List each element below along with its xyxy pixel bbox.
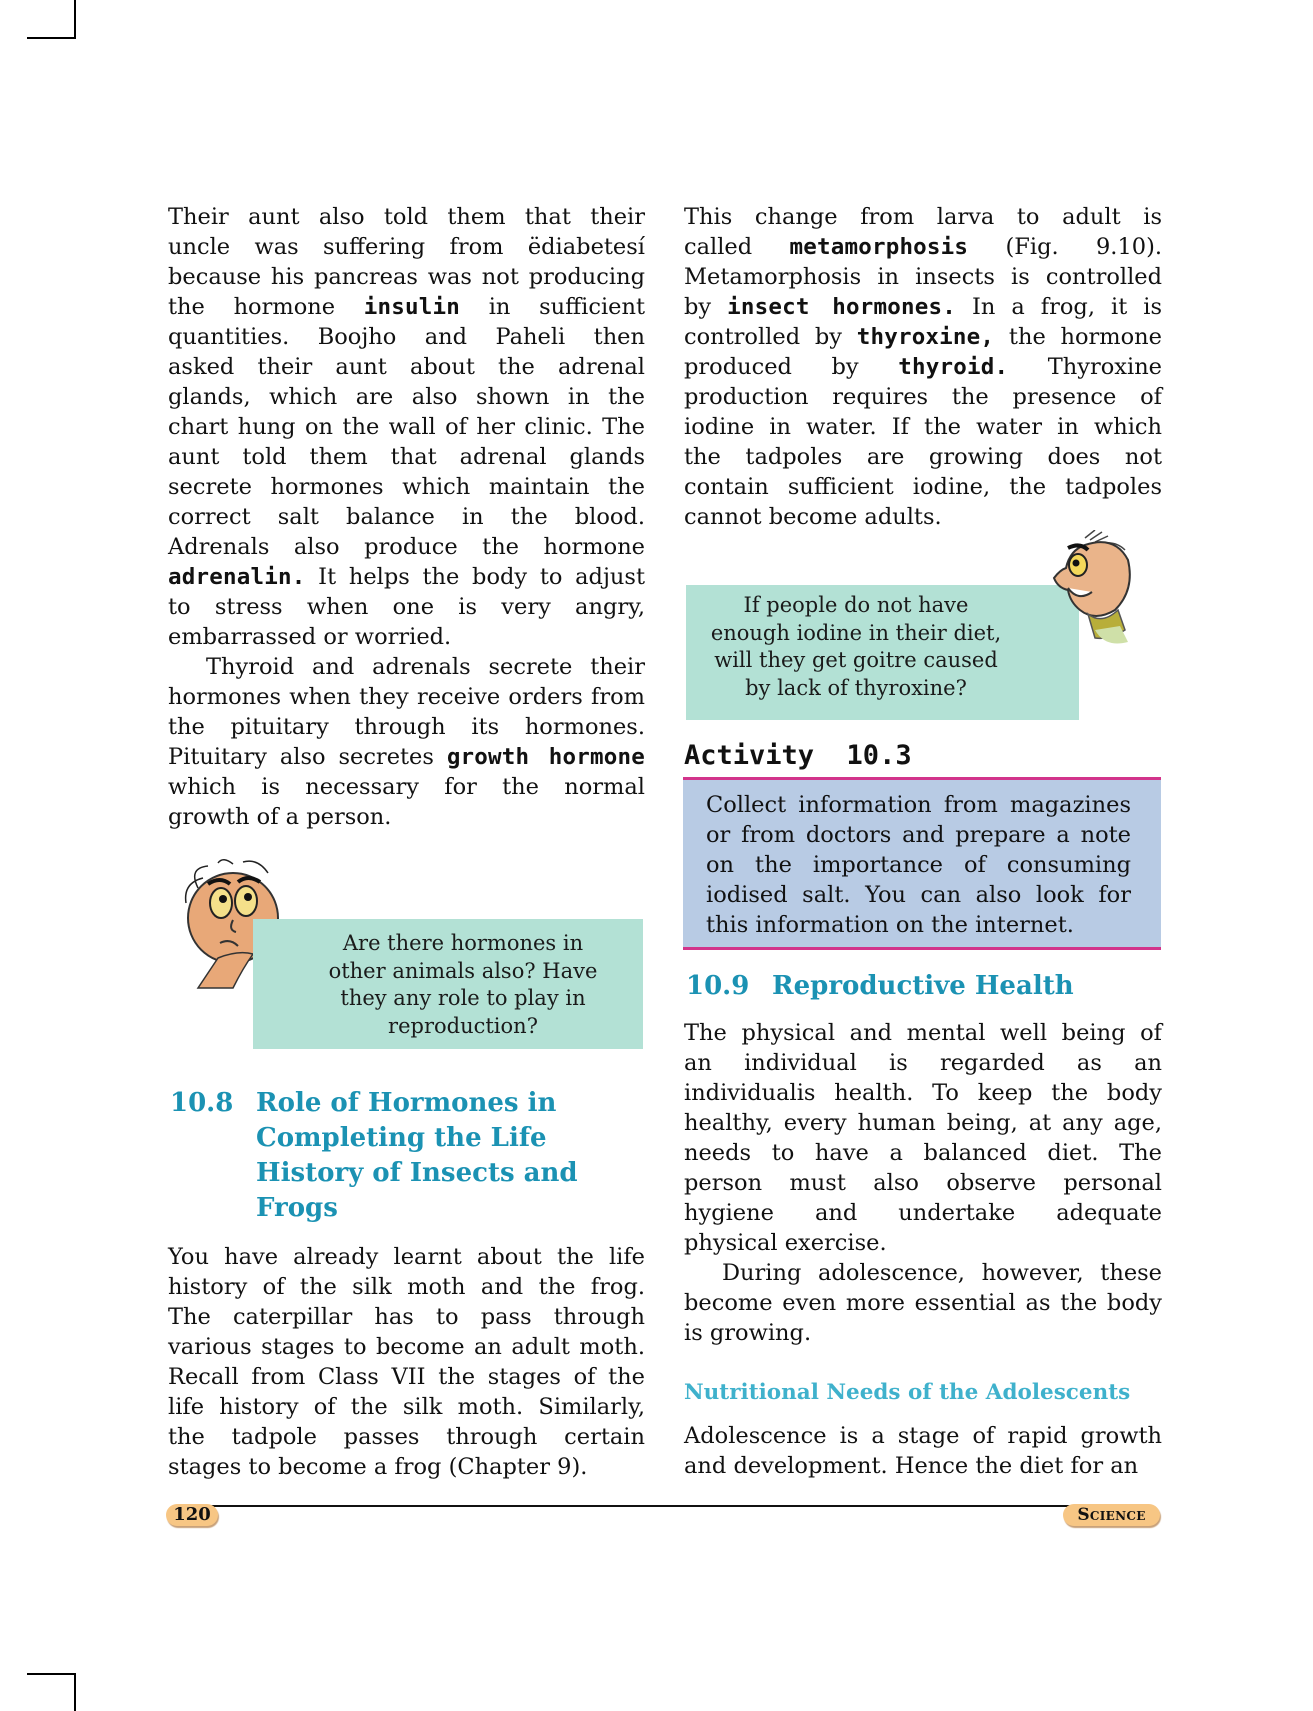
text-line: because his pancreas was not producing bbox=[168, 264, 645, 290]
section-heading-10-9 bbox=[686, 969, 1166, 1005]
subheading-nutritional-needs: Nutritional Needs of the Adolescents bbox=[684, 1380, 1131, 1405]
page-number-badge: 120 bbox=[166, 1504, 218, 1526]
paragraph-adolescence bbox=[684, 1258, 1162, 1348]
paragraph-diabetes-adrenal bbox=[168, 202, 645, 652]
callout-line: If people do not have bbox=[743, 593, 969, 617]
text-line: various stages to become an adult moth. bbox=[168, 1334, 645, 1360]
text-line: on the importance of consuming bbox=[706, 852, 1131, 878]
text-line: the tadpole passes through certain bbox=[168, 1424, 645, 1450]
bold-term: insulin bbox=[363, 294, 461, 320]
text-line: the pituitary through its hormones. bbox=[168, 714, 645, 740]
text-line: the hormone insulin in sufficient bbox=[168, 294, 646, 320]
text-line: growth of a person. bbox=[168, 804, 392, 830]
text-line: Collect information from magazines bbox=[706, 792, 1131, 818]
text-line: This change from larva to adult is bbox=[684, 204, 1162, 230]
text-line: aunt told them that adrenal glands bbox=[168, 444, 645, 470]
text-line: become even more essential as the body bbox=[684, 1290, 1162, 1316]
callout-line: other animals also? Have bbox=[328, 958, 598, 983]
section-title: Reproductive Health bbox=[772, 971, 1074, 1001]
section-number: 10.8 bbox=[170, 1088, 234, 1118]
bold-term: growth hormone bbox=[446, 744, 645, 770]
text-line: Pituitary also secretes growth hormone bbox=[168, 744, 645, 770]
section-title-line: History of Insects and bbox=[256, 1158, 578, 1188]
text-line: secrete hormones which maintain the bbox=[168, 474, 645, 500]
text-line: called metamorphosis (Fig. 9.10). bbox=[684, 234, 1162, 260]
footer-rule bbox=[210, 1505, 1070, 1507]
callout-line: enough iodine in their diet, bbox=[710, 620, 1002, 645]
activity-title: Activity 10.3 bbox=[684, 740, 912, 771]
text-line: an individual is regarded as an bbox=[684, 1050, 1162, 1076]
text-line: Recall from Class VII the stages of the bbox=[168, 1364, 645, 1390]
subject-badge: Science bbox=[1063, 1504, 1160, 1526]
paragraph-nutrition bbox=[684, 1421, 1162, 1481]
text-line: hygiene and undertake adequate bbox=[684, 1200, 1162, 1226]
text-line: asked their aunt about the adrenal bbox=[168, 354, 645, 380]
paragraph-reproductive-health bbox=[684, 1018, 1162, 1258]
text-line: Adolescence is a stage of rapid growth bbox=[684, 1423, 1162, 1449]
activity-text bbox=[706, 790, 1131, 940]
text-line: person must also observe personal bbox=[684, 1170, 1162, 1196]
text-line: The physical and mental well being of bbox=[684, 1020, 1162, 1046]
text-line: the tadpoles are growing does not bbox=[684, 444, 1162, 470]
text-line: hormones when they receive orders from bbox=[168, 684, 645, 710]
text-line: You have already learnt about the life bbox=[168, 1244, 645, 1270]
callout-line: they any role to play in bbox=[340, 986, 586, 1010]
text-line: embarrassed or worried. bbox=[168, 624, 452, 650]
question-callout-hormones-animals bbox=[253, 919, 643, 1049]
callout-line: will they get goitre caused bbox=[714, 648, 998, 672]
text-line: Thyroid and adrenals secrete their bbox=[206, 654, 645, 680]
text-line: adrenalin. It helps the body to adjust bbox=[168, 564, 645, 590]
text-line: produced by thyroid. Thyroxine bbox=[684, 354, 1162, 380]
text-line: this information on the internet. bbox=[706, 912, 1074, 938]
right-column bbox=[684, 202, 1162, 532]
section-title-line: Completing the Life bbox=[256, 1123, 547, 1153]
paragraph-metamorphosis bbox=[684, 202, 1162, 532]
activity-box bbox=[683, 777, 1161, 950]
text-line: glands, which are also shown in the bbox=[168, 384, 645, 410]
crop-mark-top-left-h bbox=[27, 37, 76, 39]
section-number: 10.9 bbox=[686, 971, 750, 1001]
callout-line: reproduction? bbox=[388, 1013, 538, 1038]
text-line: iodine in water. If the water in which bbox=[684, 414, 1162, 440]
bold-term: adrenalin. bbox=[168, 564, 306, 590]
text-line: During adolescence, however, these bbox=[722, 1260, 1162, 1286]
bold-term: insect hormones. bbox=[727, 294, 956, 320]
text-line: Metamorphosis in insects is controlled bbox=[684, 264, 1162, 290]
text-line: contain sufficient iodine, the tadpoles bbox=[684, 474, 1162, 500]
callout-line: by lack of thyroxine? bbox=[745, 675, 967, 700]
text-line: individualis health. To keep the body bbox=[684, 1080, 1162, 1106]
text-line: by insect hormones. In a frog, it is bbox=[684, 294, 1162, 320]
text-line: controlled by thyroxine, the hormone bbox=[684, 324, 1162, 350]
text-line: healthy, every human being, at any age, bbox=[684, 1110, 1162, 1136]
text-line: history of the silk moth and the frog. bbox=[168, 1274, 645, 1300]
question-callout-iodine-goitre bbox=[686, 585, 1079, 720]
text-line: iodised salt. You can also look for bbox=[706, 882, 1131, 908]
text-line: physical exercise. bbox=[684, 1230, 887, 1256]
text-line: quantities. Boojho and Paheli then bbox=[168, 324, 645, 350]
right-column-lower bbox=[684, 1018, 1162, 1348]
bold-term: metamorphosis bbox=[789, 234, 969, 260]
text-line: Adrenals also produce the hormone bbox=[168, 534, 645, 560]
bold-term: thyroid. bbox=[898, 354, 1009, 380]
text-line: chart hung on the wall of her clinic. The bbox=[168, 414, 645, 440]
text-line: to stress when one is very angry, bbox=[168, 594, 645, 620]
crop-mark-bottom-left-v bbox=[74, 1673, 76, 1711]
text-line: and development. Hence the diet for an bbox=[684, 1453, 1139, 1479]
crop-mark-bottom-left-h bbox=[27, 1673, 76, 1675]
text-line: life history of the silk moth. Similarly, bbox=[168, 1394, 645, 1420]
left-column bbox=[168, 202, 645, 832]
boojho-character-icon bbox=[1040, 530, 1140, 650]
text-line: correct salt balance in the blood. bbox=[168, 504, 645, 530]
text-line: or from doctors and prepare a note bbox=[706, 822, 1131, 848]
right-column-bottom bbox=[684, 1421, 1162, 1481]
text-line: needs to have a balanced diet. The bbox=[684, 1140, 1162, 1166]
text-line: The caterpillar has to pass through bbox=[168, 1304, 645, 1330]
text-line: cannot become adults. bbox=[684, 504, 942, 530]
paragraph-life-history bbox=[168, 1242, 645, 1482]
text-line: Their aunt also told them that their bbox=[168, 204, 645, 230]
crop-mark-top-left-v bbox=[74, 0, 76, 39]
left-column-lower bbox=[168, 1242, 645, 1482]
section-title-line: Frogs bbox=[256, 1193, 338, 1223]
bold-term: thyroxine, bbox=[856, 324, 995, 350]
text-line: production requires the presence of bbox=[684, 384, 1162, 410]
paragraph-thyroid-pituitary bbox=[168, 652, 645, 832]
text-line: stages to become a frog (Chapter 9). bbox=[168, 1454, 588, 1480]
text-line: uncle was suffering from ëdiabetesí bbox=[168, 234, 645, 260]
section-heading-10-8 bbox=[170, 1086, 650, 1236]
callout-line: Are there hormones in bbox=[342, 931, 584, 955]
section-title-line: Role of Hormones in bbox=[256, 1088, 557, 1118]
text-line: which is necessary for the normal bbox=[168, 774, 645, 800]
text-line: is growing. bbox=[684, 1320, 812, 1346]
